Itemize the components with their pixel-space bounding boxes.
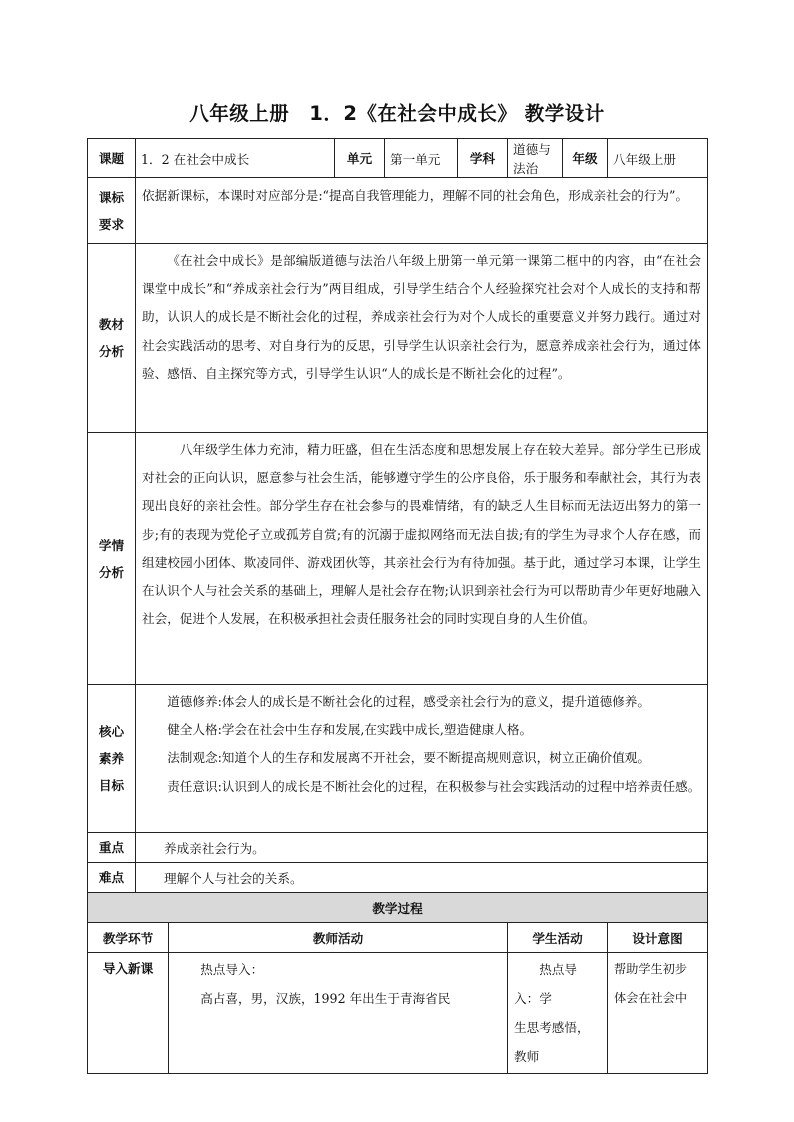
student-line: 热点导入：学: [514, 962, 577, 1006]
curriculum-label: [88, 178, 136, 244]
topic-label: 课题: [88, 139, 136, 178]
textbook-text-cell: [136, 244, 708, 433]
unit-label: 单元: [335, 139, 385, 178]
students-label-line1: 学情: [98, 537, 125, 553]
core-label-line1: 核心: [98, 724, 125, 739]
document-title: 八年级上册 1．2《在社会中成长》 教学设计: [189, 102, 605, 125]
process-heading: 教学过程: [88, 893, 708, 923]
students-label-line2: 分析: [98, 564, 125, 580]
textbook-text: 《在社会中成长》是部编版道德与法治八年级上册第一单元第一课第二框中的内容，由“在社会课堂中成长”和“养成亲社会行为”两目组成，引导学生结合个人经验探究社会对个人成长的支持和帮助，认识人的成长是不断社会化的过程，养成亲社会行为对个人成长的重要意义并努力践行。通过对社会实践活动的思考、对自身行为的反思，引导学生认识亲社会行为，愿意养成亲社会行为，通过体验、感悟、自主探究等方式，引导学生认识“人的成长是不断社会化的过程”。: [142, 253, 701, 381]
student-cell: [508, 953, 608, 1074]
textbook-analysis-row: [88, 244, 708, 433]
lesson-plan-table: [87, 138, 708, 1074]
core-goals-row: [88, 685, 708, 833]
difficulty-text: 理解个人与社会的关系。: [136, 863, 708, 893]
core-label: [88, 685, 136, 833]
key-point-label: 重点: [88, 833, 136, 863]
unit-value: 第一单元: [385, 139, 458, 178]
process-heading-row: [88, 893, 708, 923]
curriculum-label-line2: 要求: [98, 216, 125, 232]
students-label: [88, 433, 136, 685]
textbook-label: [88, 244, 136, 433]
key-point-row: [88, 833, 708, 863]
textbook-label-line2: 分析: [98, 344, 125, 359]
grade-label: 年级: [563, 139, 608, 178]
core-label-line3: 目标: [98, 778, 125, 793]
textbook-label-line1: 教材: [98, 317, 125, 332]
student-analysis-row: [88, 433, 708, 685]
student-line: 生思考感悟，教师: [514, 1020, 590, 1064]
curriculum-row: [88, 178, 708, 244]
core-goal-item: 责任意识:认识到人的成长是不断社会化的过程，在积极参与社会实践活动的过程中培养责任感。: [167, 778, 701, 794]
teacher-line: 热点导入：: [200, 962, 264, 977]
topic-value: 1．2 在社会中成长: [136, 139, 335, 178]
core-goal-item: 法制观念:知道个人的生存和发展离不开社会，要不断提高规则意识，树立正确价值观。: [167, 750, 650, 766]
curriculum-text: 依据新课标，本课时对应部分是:“提高自我管理能力，理解不同的社会角色，形成亲社会的行为”。: [136, 178, 708, 244]
curriculum-label-line1: 课标: [98, 189, 125, 205]
stage-cell: 导入新课: [88, 953, 169, 1074]
intent-cell: [608, 953, 708, 1074]
process-row: [88, 953, 708, 1074]
intent-line: 帮助学生初步: [614, 962, 688, 976]
col-intent: 设计意图: [608, 923, 708, 953]
teacher-line: 高占喜，男，汉族，1992 年出生于青海省民: [200, 991, 451, 1006]
subject-value: 道德与法治: [508, 139, 563, 178]
key-point-text: 养成亲社会行为。: [136, 833, 708, 863]
header-row: [88, 139, 708, 178]
difficulty-row: [88, 863, 708, 893]
teacher-cell: [169, 953, 508, 1074]
core-goal-item: 道德修养:体会人的成长是不断社会化的过程，感受亲社会行为的意义，提升道德修养。: [167, 694, 650, 709]
students-text-cell: [136, 433, 708, 685]
col-student: 学生活动: [508, 923, 608, 953]
students-text: 八年级学生体力充沛，精力旺盛，但在生活态度和思想发展上存在较大差异。部分学生已形成对社会的正向认识，愿意参与社会生活，能够遵守学生的公序良俗，乐于服务和奉献社会，其行为表现出良好的亲社会性。部分学生存在社会参与的畏难情绪，有的缺乏人生目标而无法迈出努力的第一步;有的表现为党伦孑立或孤芳自赏;有的沉溺于虚拟网络而无法自拔;有的学生为寻求个人存在感，而组建校园小团体、欺凌同伴、游戏团伙等，其亲社会行为有待加强。基于此，通过学习本课，让学生在认识个人与社会关系的基础上，理解人是社会存在物;认识到亲社会行为可以帮助青少年更好地融入社会，促进个人发展，在积极承担社会责任服务社会的同时实现自身的人生价值。: [142, 442, 701, 627]
core-goals-cell: [136, 685, 708, 833]
grade-value: 八年级上册: [608, 139, 708, 178]
process-columns-row: [88, 923, 708, 953]
intent-line: 体会在社会中: [614, 991, 688, 1005]
difficulty-label: 难点: [88, 863, 136, 893]
core-label-line2: 素养: [98, 751, 125, 766]
col-stage: 教学环节: [88, 923, 169, 953]
subject-label: 学科: [458, 139, 508, 178]
col-teacher: 教师活动: [169, 923, 508, 953]
core-goal-item: 健全人格:学会在社会中生存和发展,在实践中成长,塑造健康人格。: [167, 722, 533, 738]
